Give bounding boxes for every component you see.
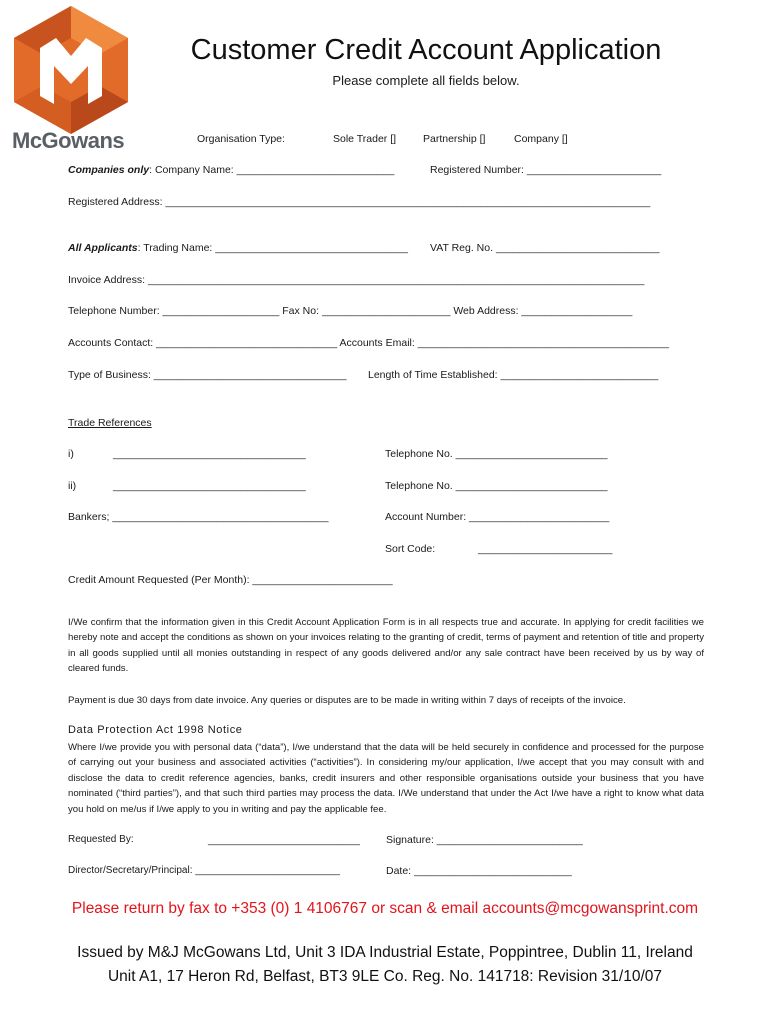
brand-name: McGowans xyxy=(12,128,125,153)
companies-only-label: Companies only xyxy=(68,164,150,176)
ref1-field[interactable]: _________________________________ xyxy=(113,448,306,460)
signature-field[interactable]: Signature: _________________________ xyxy=(386,834,583,846)
date-field[interactable]: Date: ___________________________ xyxy=(386,865,572,877)
telephone-fax-web-fields[interactable]: Telephone Number: ____________________ Fax No: ______________________ Web Address: ___________________ xyxy=(68,305,633,317)
registered-number-field[interactable]: Registered Number: _______________________ xyxy=(430,164,662,176)
credit-amount-field[interactable]: Credit Amount Requested (Per Month): ________________________ xyxy=(68,574,393,586)
ref2-field[interactable]: _________________________________ xyxy=(113,480,306,492)
return-notice: Please return by fax to +353 (0) 1 4106767 or scan & email accounts@mcgowansprint.com xyxy=(71,900,699,917)
vat-number-field[interactable]: VAT Reg. No. ____________________________ xyxy=(430,242,660,254)
data-protection-heading: Data Protection Act 1998 Notice xyxy=(68,724,243,736)
director-field[interactable]: Director/Secretary/Principal: __________________________ xyxy=(68,865,340,876)
requested-by-label: Requested By: xyxy=(68,834,134,845)
ref1-label: i) xyxy=(68,448,74,460)
trade-references-heading: Trade References xyxy=(68,417,152,429)
account-number-field[interactable]: Account Number: ________________________ xyxy=(385,511,610,523)
ref2-telephone-field[interactable]: Telephone No. __________________________ xyxy=(385,480,608,492)
page-subtitle: Please complete all fields below. xyxy=(332,73,520,88)
page-title: Customer Credit Account Application xyxy=(190,34,662,66)
registered-address-field[interactable]: Registered Address: ___________________________________________________________________________________ xyxy=(68,196,651,208)
org-type-label: Organisation Type: xyxy=(197,133,285,145)
company-option[interactable]: Company [] xyxy=(514,133,568,145)
bankers-field[interactable]: Bankers; _____________________________________ xyxy=(68,511,329,523)
time-established-field[interactable]: Length of Time Established: ___________________________ xyxy=(368,369,659,381)
ref2-label: ii) xyxy=(68,480,77,492)
invoice-address-field[interactable]: Invoice Address: _____________________________________________________________________________________ xyxy=(68,274,645,286)
company-name-field[interactable]: Companies only: Company Name: ___________________________ xyxy=(68,164,395,176)
all-applicants-label: All Applicants xyxy=(68,242,138,254)
data-protection-text: Where I/we provide you with personal data (“data”), I/we understand that the data will be held securely in confidence and processed for the purpose of carrying out your business and associated activities (“activities”). In considering my/our application, I/we accept that you may consult with and disclose the data to credit reference agencies, banks, credit insurers and other responsible organisations outside your business that you have nominated (“third parties”), and that such third parties may process the data. I/We understand that under the Act I/we have a right to know what data you hold on me/us if I/we apply to you in writing and pay the applicable fee. xyxy=(68,742,704,815)
confirmation-text: I/We confirm that the information given in this Credit Account Application Form is in all respects true and accurate. In applying for credit facilities we hereby note and accept the conditions as shown on your invoices relating to the granting of credit, terms of payment and retention of title and property in all goods supplied until all monies outstanding in respect of any goods delivered and/or any sale contract have been received by us by way of cleared funds. xyxy=(68,617,704,675)
trading-name-field[interactable]: All Applicants: Trading Name: _________________________________ xyxy=(68,242,408,254)
ref1-telephone-field[interactable]: Telephone No. __________________________ xyxy=(385,448,608,460)
accounts-contact-email-fields[interactable]: Accounts Contact: _______________________________ Accounts Email: ___________________________________________ xyxy=(68,337,669,349)
issued-line-1: Issued by M&J McGowans Ltd, Unit 3 IDA Industrial Estate, Poppintree, Dublin 11, Ireland xyxy=(77,944,693,961)
sole-trader-option[interactable]: Sole Trader [] xyxy=(333,133,397,145)
requested-by-field[interactable]: __________________________ xyxy=(208,834,360,846)
business-type-field[interactable]: Type of Business: _________________________________ xyxy=(68,369,347,381)
partnership-option[interactable]: Partnership [] xyxy=(423,133,486,145)
sort-code-label: Sort Code: xyxy=(385,543,436,555)
sort-code-field[interactable]: _______________________ xyxy=(478,543,613,555)
issued-line-2: Unit A1, 17 Heron Rd, Belfast, BT3 9LE Co. Reg. No. 141718: Revision 31/10/07 xyxy=(107,968,663,985)
payment-terms-text: Payment is due 30 days from date invoice. Any queries or disputes are to be made in writing within 7 days of receipts of the invoice. xyxy=(68,695,626,706)
